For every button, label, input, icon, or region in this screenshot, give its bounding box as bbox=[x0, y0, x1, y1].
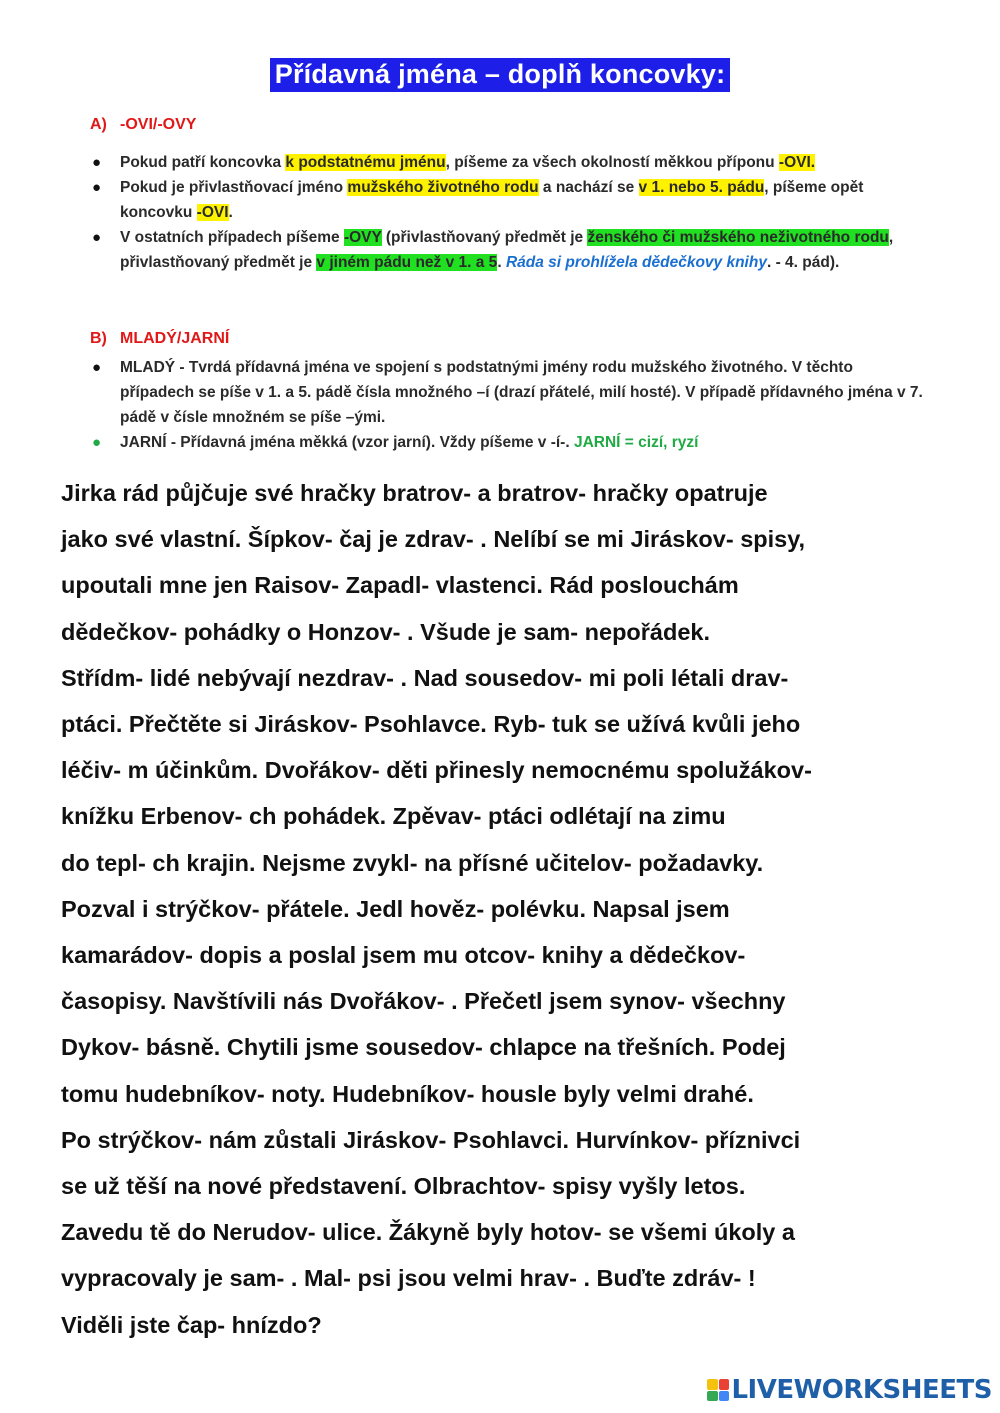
exercise-line: vypracovaly je sam- . Mal- psi jsou velmi hrav- . Buďte zdráv- ! bbox=[61, 1265, 756, 1292]
rule-text: Ráda si prohlížela dědečkovy knihy bbox=[505, 254, 767, 271]
exercise-line: Viděli jste čap- hnízdo? bbox=[61, 1311, 322, 1338]
rule-text: JARNÍ - Přídavná jména měkká (vzor jarní). Vždy píšeme v -í-. bbox=[120, 434, 574, 451]
page-title: Přídavná jména – doplň koncovky: bbox=[270, 58, 731, 92]
logo-text: LIVEWORKSHEETS bbox=[731, 1375, 992, 1405]
rule-text: (přivlastňovaný předmět je bbox=[381, 229, 588, 246]
exercise-text bbox=[61, 470, 961, 1348]
liveworksheets-logo bbox=[707, 1375, 992, 1405]
exercise-line: ptáci. Přečtěte si Jiráskov- Psohlavce. Ryb- tuk se užívá kvůli jeho bbox=[61, 711, 801, 738]
exercise-line: dědečkov- pohádky o Honzov- . Všude je sam- nepořádek. bbox=[61, 618, 711, 645]
exercise-line: upoutali mne jen Raisov- Zapadl- vlastenci. Rád poslouchám bbox=[61, 572, 739, 599]
section-a-rule bbox=[88, 225, 928, 275]
exercise-line: Dykov- básně. Chytili jsme sousedov- chlapce na třešních. Podej bbox=[61, 1034, 786, 1061]
rule-text: . bbox=[497, 254, 506, 271]
rule-text: JARNÍ = cizí, ryzí bbox=[573, 434, 699, 451]
rule-text: . bbox=[228, 204, 233, 221]
exercise-line: Střídm- lidé nebývají nezdrav- . Nad sousedov- mi poli létali drav- bbox=[61, 664, 789, 691]
bullet-icon: ● bbox=[92, 434, 102, 451]
rule-text: , přivlastňovaný předmět je bbox=[120, 229, 894, 271]
bullet-icon: ● bbox=[92, 229, 102, 246]
section-a-heading bbox=[90, 116, 196, 134]
rule-text: -OVY bbox=[343, 229, 382, 246]
section-b-rules bbox=[88, 355, 928, 455]
rule-text: , píšeme za všech okolností měkkou příponu bbox=[445, 154, 779, 171]
exercise-line: časopisy. Navštívili nás Dvořákov- . Přečetl jsem synov- všechny bbox=[61, 988, 786, 1015]
exercise-line: léčiv- m účinkům. Dvořákov- děti přinesly nemocnému spolužákov- bbox=[61, 757, 812, 784]
section-b-rule bbox=[88, 355, 928, 430]
exercise-line: se už těší na nové představení. Olbrachtov- spisy vyšly letos. bbox=[61, 1173, 746, 1200]
exercise-line: kamarádov- dopis a poslal jsem mu otcov- knihy a dědečkov- bbox=[61, 942, 746, 969]
section-b-heading bbox=[90, 330, 229, 348]
rule-text: Pokud patří koncovka bbox=[120, 154, 286, 171]
logo-square bbox=[719, 1379, 730, 1390]
section-a-rules bbox=[88, 150, 928, 275]
section-a-label: A) bbox=[90, 116, 107, 133]
rule-text: MLADÝ - Tvrdá přídavná jména ve spojení s podstatnými jmény rodu mužského životného. V těchto případech se píše v 1. a 5. pádě čísla množného –í (drazí přátelé, milí hosté). V případě přídavného jména v 7. pádě v čísle množném se píše –ými. bbox=[120, 359, 923, 426]
title-wrap bbox=[0, 58, 1000, 92]
bullet-icon: ● bbox=[92, 179, 102, 196]
rule-text: v jiném pádu než v 1. a 5 bbox=[316, 254, 498, 271]
exercise-line: tomu hudebníkov- noty. Hudebníkov- housle byly velmi drahé. bbox=[61, 1080, 754, 1107]
exercise-line: knížku Erbenov- ch pohádek. Zpěvav- ptáci odlétají na zimu bbox=[61, 803, 726, 830]
bullet-icon: ● bbox=[92, 154, 102, 171]
rule-text: V ostatních případech píšeme bbox=[120, 229, 344, 246]
rule-text: -OVI. bbox=[778, 154, 816, 171]
rule-text: Pokud je přivlastňovací jméno bbox=[120, 179, 348, 196]
rule-text: -OVI bbox=[196, 204, 229, 221]
section-a-rule bbox=[88, 150, 928, 175]
exercise-line: Jirka rád půjčuje své hračky bratrov- a bratrov- hračky opatruje bbox=[61, 480, 768, 506]
section-a-rule bbox=[88, 175, 928, 225]
logo-badge-icon bbox=[707, 1379, 729, 1401]
exercise-line: do tepl- ch krajin. Nejsme zvykl- na přísné učitelov- požadavky. bbox=[61, 849, 764, 876]
logo-square bbox=[719, 1391, 730, 1402]
section-b-label: B) bbox=[90, 330, 107, 347]
section-a-title: -OVI/-OVY bbox=[120, 116, 197, 133]
section-b-title: MLADÝ/JARNÍ bbox=[120, 330, 230, 347]
logo-square bbox=[707, 1391, 718, 1402]
rule-text: mužského životného rodu bbox=[347, 179, 539, 196]
exercise-line: Pozval i strýčkov- přátele. Jedl hověz- polévku. Napsal jsem bbox=[61, 895, 730, 922]
logo-square bbox=[707, 1379, 718, 1390]
rule-text: v 1. nebo 5. pádu bbox=[638, 179, 765, 196]
rule-text: a nachází se bbox=[538, 179, 639, 196]
rule-text: , píšeme opět koncovku bbox=[120, 179, 864, 221]
section-b-rule bbox=[88, 430, 928, 455]
rule-text: . - 4. pád). bbox=[766, 254, 840, 271]
exercise-line: Po strýčkov- nám zůstali Jiráskov- Psohlavci. Hurvínkov- příznivci bbox=[61, 1126, 801, 1153]
exercise-line: Zavedu tě do Nerudov- ulice. Žákyně byly hotov- se všemi úkoly a bbox=[61, 1219, 795, 1246]
rule-text: k podstatnému jménu bbox=[285, 154, 446, 171]
exercise-line: jako své vlastní. Šípkov- čaj je zdrav- . Nelíbí se mi Jiráskov- spisy, bbox=[61, 526, 806, 553]
bullet-icon: ● bbox=[92, 359, 102, 376]
rule-text: ženského či mužského neživotného rodu bbox=[587, 229, 889, 246]
